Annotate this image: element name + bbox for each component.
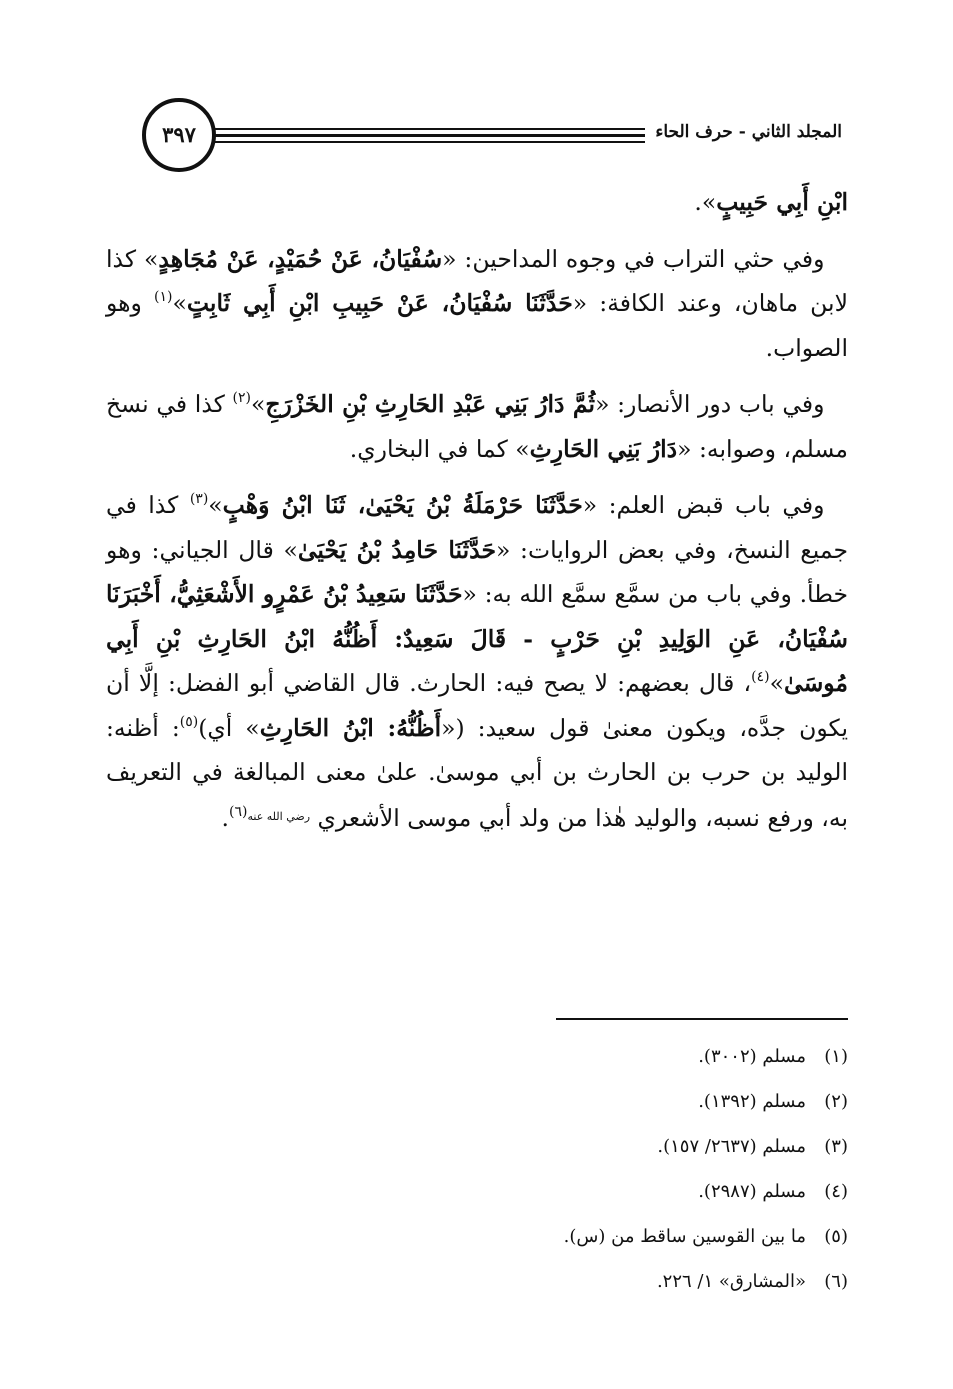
- footnote-number: (١): [824, 1046, 848, 1067]
- paragraph-2: [106, 237, 848, 371]
- text: » كذا لابن ماهان، وعند الكافة: «: [106, 244, 848, 317]
- quote: حَدَّثَنَا حَرْمَلَةُ بْنُ يَحْيَىٰ، ثَنَا ابْنُ وَهْبٍ: [222, 491, 583, 519]
- footnote-text: «المشارق» ١/ ٢٢٦.: [656, 1271, 806, 1292]
- page-number: ٣٩٧: [142, 98, 216, 172]
- text: »: [251, 390, 266, 418]
- footnote-item: [400, 1034, 848, 1079]
- text: » أي): [198, 713, 260, 742]
- footnote-item: [400, 1214, 848, 1259]
- quote: حَدَّثَنَا سَعِيدُ بْنُ عَمْرٍو الأَشْعَثِيُّ، أَخْبَرَنَا سُفْيَانُ، عَنِ الوَلِيدِ بْنِ حَرْبٍ - قَالَ سَعِيدٌ: أَظُنُّهُ ابْنُ الحَارِثِ بْنِ أَبِي مُوسَىٰ: [106, 580, 848, 697]
- text: ».: [694, 188, 717, 216]
- footnote-text: مسلم (٢٦٣٧/ ١٥٧).: [657, 1136, 806, 1157]
- footnote-item: [400, 1169, 848, 1214]
- running-title: المجلد الثاني - حرف الحاء: [645, 112, 848, 152]
- footnote-ref: (٦): [229, 803, 248, 820]
- text: »: [769, 669, 784, 697]
- text: وفي باب قبض العلم: «: [582, 491, 825, 519]
- footnote-ref: (١): [154, 289, 173, 305]
- text: وفي باب دور الأنصار: «: [595, 390, 825, 418]
- text: وهو الصواب.: [106, 289, 848, 362]
- footnote-separator: [556, 1018, 848, 1020]
- paragraph-3: [106, 382, 848, 471]
- footnote-text: مسلم (١٣٩٢).: [698, 1091, 806, 1112]
- footnote-item: [400, 1259, 848, 1304]
- footnote-number: (٥): [824, 1226, 848, 1247]
- footnote-number: (٤): [824, 1181, 848, 1202]
- paragraph-4: [106, 483, 848, 840]
- quote: حَدَّثَنَا حَامِدُ بْنُ يَحْيَىٰ: [297, 535, 497, 564]
- quote: دَارُ بَنِي الحَارِثِ: [529, 434, 678, 463]
- footnote-number: (٦): [824, 1271, 848, 1292]
- footnote-number: (٢): [824, 1091, 848, 1112]
- quote: سُفْيَانُ، عَنْ حُمَيْدٍ، عَنْ مُجَاهِدٍ: [158, 244, 443, 273]
- text: وفي حثي التراب في وجوه المداحين: «: [442, 244, 825, 273]
- footnote-ref: (٣): [189, 491, 209, 507]
- quote: ابْنِ أَبِي حَبِيبٍ: [716, 188, 848, 216]
- quote: أَظُنُّهُ: ابْنُ الحَارِثِ: [259, 713, 442, 742]
- footnote-item: [400, 1124, 848, 1169]
- text: .: [221, 803, 230, 832]
- text: : أظنه: الوليد بن حرب بن الحارث بن أبي موسىٰ. علىٰ معنى المبالغة في التعريف به، ورفع نسبه، والوليد هٰذا من ولد أبي موسى الأشعري: [106, 713, 848, 832]
- quote: حَدَّثَنَا سُفْيَانُ، عَنْ حَبِيبِ ابْنِ أَبِي ثَابِتٍ: [186, 289, 573, 317]
- main-text: [106, 180, 848, 852]
- text: »: [208, 491, 223, 519]
- text: كذا في نسخ مسلم، وصوابه: «: [106, 390, 848, 463]
- quote: ثُمَّ دَارُ بَنِي عَبْدِ الحَارِثِ بْنِ الخَزْرَجِ: [265, 390, 596, 418]
- footnotes: [400, 1034, 848, 1304]
- footnote-text: ما بين القوسين ساقط من (س).: [563, 1226, 806, 1247]
- paragraph-1: [106, 180, 848, 225]
- text: »: [172, 289, 187, 317]
- text: كذا في جميع النسخ، وفي بعض الروايات: «: [106, 491, 848, 564]
- footnote-ref: (٥): [179, 713, 199, 730]
- honorific-glyph: رضي الله عنه: [247, 809, 311, 823]
- footnote-text: مسلم (٣٠٠٢).: [698, 1046, 806, 1067]
- page-header: [100, 92, 848, 172]
- footnote-text: مسلم (٢٩٨٧).: [698, 1181, 806, 1202]
- text: » كما في البخاري.: [349, 434, 530, 463]
- footnote-ref: (٢): [232, 390, 251, 406]
- text: ، قال بعضهم: لا يصح فيه: الحارث. قال القاضي أبو الفضل: إلَّا أن يكون جدَّه، ويكون معنىٰ قول سعيد: («: [106, 669, 848, 742]
- footnote-item: [400, 1079, 848, 1124]
- footnote-ref: (٤): [751, 669, 770, 685]
- footnote-number: (٣): [824, 1136, 848, 1157]
- text: » قال الجياني: وهو خطأ. وفي باب من سمَّع سمَّع الله به: «: [106, 535, 849, 608]
